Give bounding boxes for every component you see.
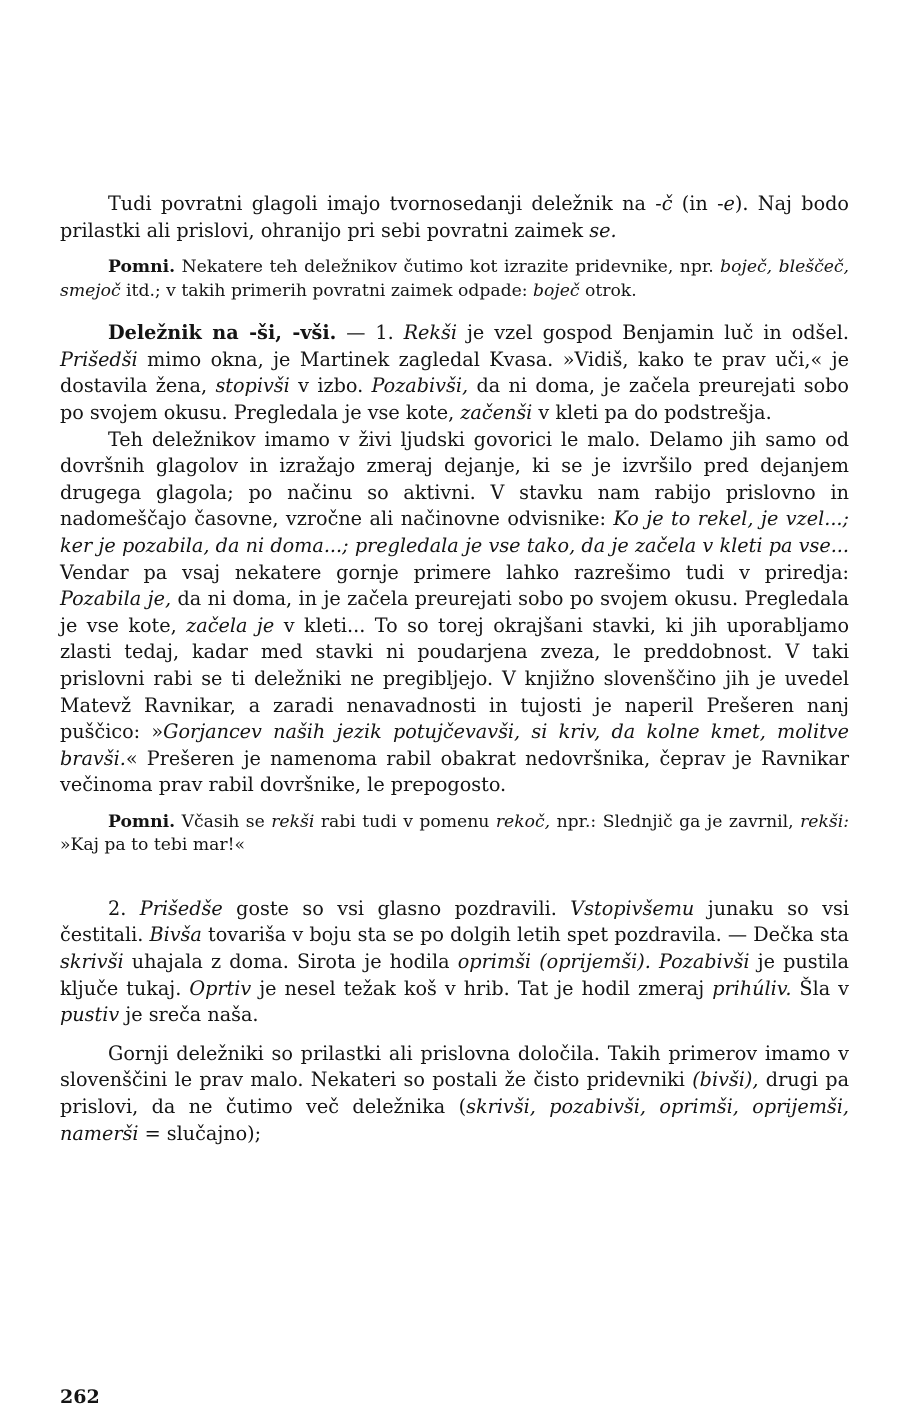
text-run: Včasih se [175, 811, 272, 832]
text-run: Šla v [791, 976, 849, 1000]
italic-run: začela je [186, 613, 275, 637]
text-run: da ni doma, in je začela preurejati sobo po svojem okusu. Pregledala je vse kote, [60, 587, 849, 637]
explanation-paragraph [60, 427, 849, 799]
text-run: « Prešeren je namenoma rabil obakrat nedovršnika, čeprav je Ravnikar večinoma prav rabil dovršnike, le prepogosto. [60, 746, 849, 797]
text-run: itd.; v takih primerih povratni zaimek odpade: [120, 280, 534, 301]
paragraph-intro [60, 191, 849, 244]
text-run: Nekatere teh deležnikov čutimo kot izrazite pridevnike, npr. [175, 257, 721, 278]
page-body [60, 191, 849, 1147]
text-run: Teh deležnikov imamo v živi ljudski govorici le malo. Delamo jih samo od dovršnih glagolov in izražajo zmeraj dejanje, ki se je izvršilo pred dejanjem drugega glagola; po načinu so aktivni. V stavku nam rabijo prislovno in nadomeščajo časovne, vzročne ali načinovne odvisnike: [60, 427, 849, 531]
text-run: »Kaj pa to tebi mar!« [60, 835, 246, 856]
italic-run: rekši [271, 811, 315, 832]
text-run: drugi pa prislovi, da ne čutimo več deležnika ( [60, 1068, 850, 1119]
italic-run: Prišedši [60, 347, 138, 371]
italic-run: Oprtiv [189, 976, 252, 1000]
text-run: npr.: Slednjič ga je zavrnil, [550, 811, 801, 832]
italic-run: Gorjancev naših jezik potujčevavši, si kriv, da kolne kmet, molitve bravši. [60, 720, 849, 770]
italic-run: Rekši [403, 321, 458, 345]
italic-run: boječ, bleščeč, smejoč [60, 257, 849, 301]
text-run: rabi tudi v pomenu [314, 811, 496, 832]
italic-run: Vstopivšemu [570, 896, 695, 920]
italic-run: pustiv [60, 1003, 120, 1027]
bold-run: Deležnik na -ši, -vši. [108, 321, 337, 345]
note-paragraph [60, 811, 849, 858]
italic-run: Bivša [149, 923, 202, 947]
closing-paragraph [60, 1041, 849, 1147]
text-run: mimo okna, je Martinek zagledal Kvasa. »Vidiš, kako te prav uči,« je dostavila žena, [60, 347, 849, 398]
note-paragraph [60, 256, 849, 303]
italic-run: oprimši (oprijemši). Pozabivši [457, 950, 750, 974]
text-run: junaku so vsi čestitali. [60, 896, 850, 947]
text-run: (in - [672, 192, 724, 215]
text-run: je vzel gospod Benjamin luč in odšel. [457, 321, 849, 345]
italic-run: boječ [533, 280, 580, 301]
bold-run: Pomni. [108, 811, 176, 832]
italic-run: Pozabila je, [60, 587, 172, 611]
italic-run: Ko je to rekel, je vzel...; ker je pozabila, da ni doma...; pregledala je vse tako, da je začela v kleti pa vse... [60, 507, 849, 557]
bold-run: Pomni. [108, 257, 176, 278]
italic-run: rekši: [800, 811, 849, 832]
text-run: je sreča naša. [119, 1003, 259, 1027]
section-heading-paragraph [60, 320, 849, 426]
text-run: otrok. [579, 280, 637, 301]
text-run: — 1. [336, 321, 404, 345]
text-run: Gornji deležniki so prilastki ali prislovna določila. Takih primerov imamo v slovenščini le prav malo. Nekateri so postali že čisto pridevniki [60, 1041, 849, 1092]
text-run: goste so vsi glasno pozdravili. [222, 896, 571, 920]
text-run: ). Naj bodo prilastki ali prislovi, ohranijo pri sebi povratni zaimek [60, 192, 849, 242]
italic-run: č [661, 192, 673, 215]
italic-run: skrivši, pozabivši, oprimši, oprijemši, namerši [60, 1095, 850, 1145]
text-run: Tudi povratni glagoli imajo tvornosedanji deležnik na - [108, 192, 662, 215]
italic-run: rekoč, [495, 811, 551, 832]
text-run: = slučajno); [138, 1121, 262, 1145]
text-run: v izbo. [289, 374, 372, 398]
text-run: je nesel težak koš v hrib. Tat je hodil zmeraj [251, 976, 713, 1000]
text-run: je pustila ključe tukaj. [60, 950, 849, 1000]
text-run: Vendar pa vsaj nekatere gornje primere lahko razrešimo tudi v priredja: [60, 560, 849, 584]
text-run: uhajala z doma. Sirota je hodila [123, 950, 458, 974]
italic-run: (bivši), [692, 1068, 759, 1092]
text-run: 2. [108, 896, 140, 920]
text-run: tovariša v boju sta se po dolgih letih spet pozdravila. — Dečka sta [201, 923, 849, 947]
examples-paragraph [60, 896, 849, 1029]
italic-run: se. [589, 218, 617, 242]
italic-run: e [723, 192, 735, 215]
text-run: da ni doma, je začela preurejati sobo po svojem okusu. Pregledala je vse kote, [60, 374, 849, 424]
text-run: v kleti pa do podstrešja. [532, 400, 772, 424]
page-number: 262 [60, 1386, 100, 1408]
italic-run: prihúliv. [712, 976, 792, 1000]
italic-run: začenši [460, 400, 533, 424]
italic-run: stopivši [215, 374, 290, 398]
text-run: v kleti... To so torej okrajšani stavki, ki jih uporabljamo zlasti tedaj, kadar med stavki ni poudarjena zveza, le preddobnost. V taki prislovni rabi se ti deležniki ne pregibljejo. V knjižno slovenščino jih je uvedel Matevž Ravnikar, a zaradi nenavadnosti in tujosti je naperil Prešeren nanj puščico: » [60, 613, 849, 744]
italic-run: Pozabivši, [371, 374, 469, 398]
italic-run: skrivši [60, 950, 124, 974]
italic-run: Prišedše [139, 896, 223, 920]
